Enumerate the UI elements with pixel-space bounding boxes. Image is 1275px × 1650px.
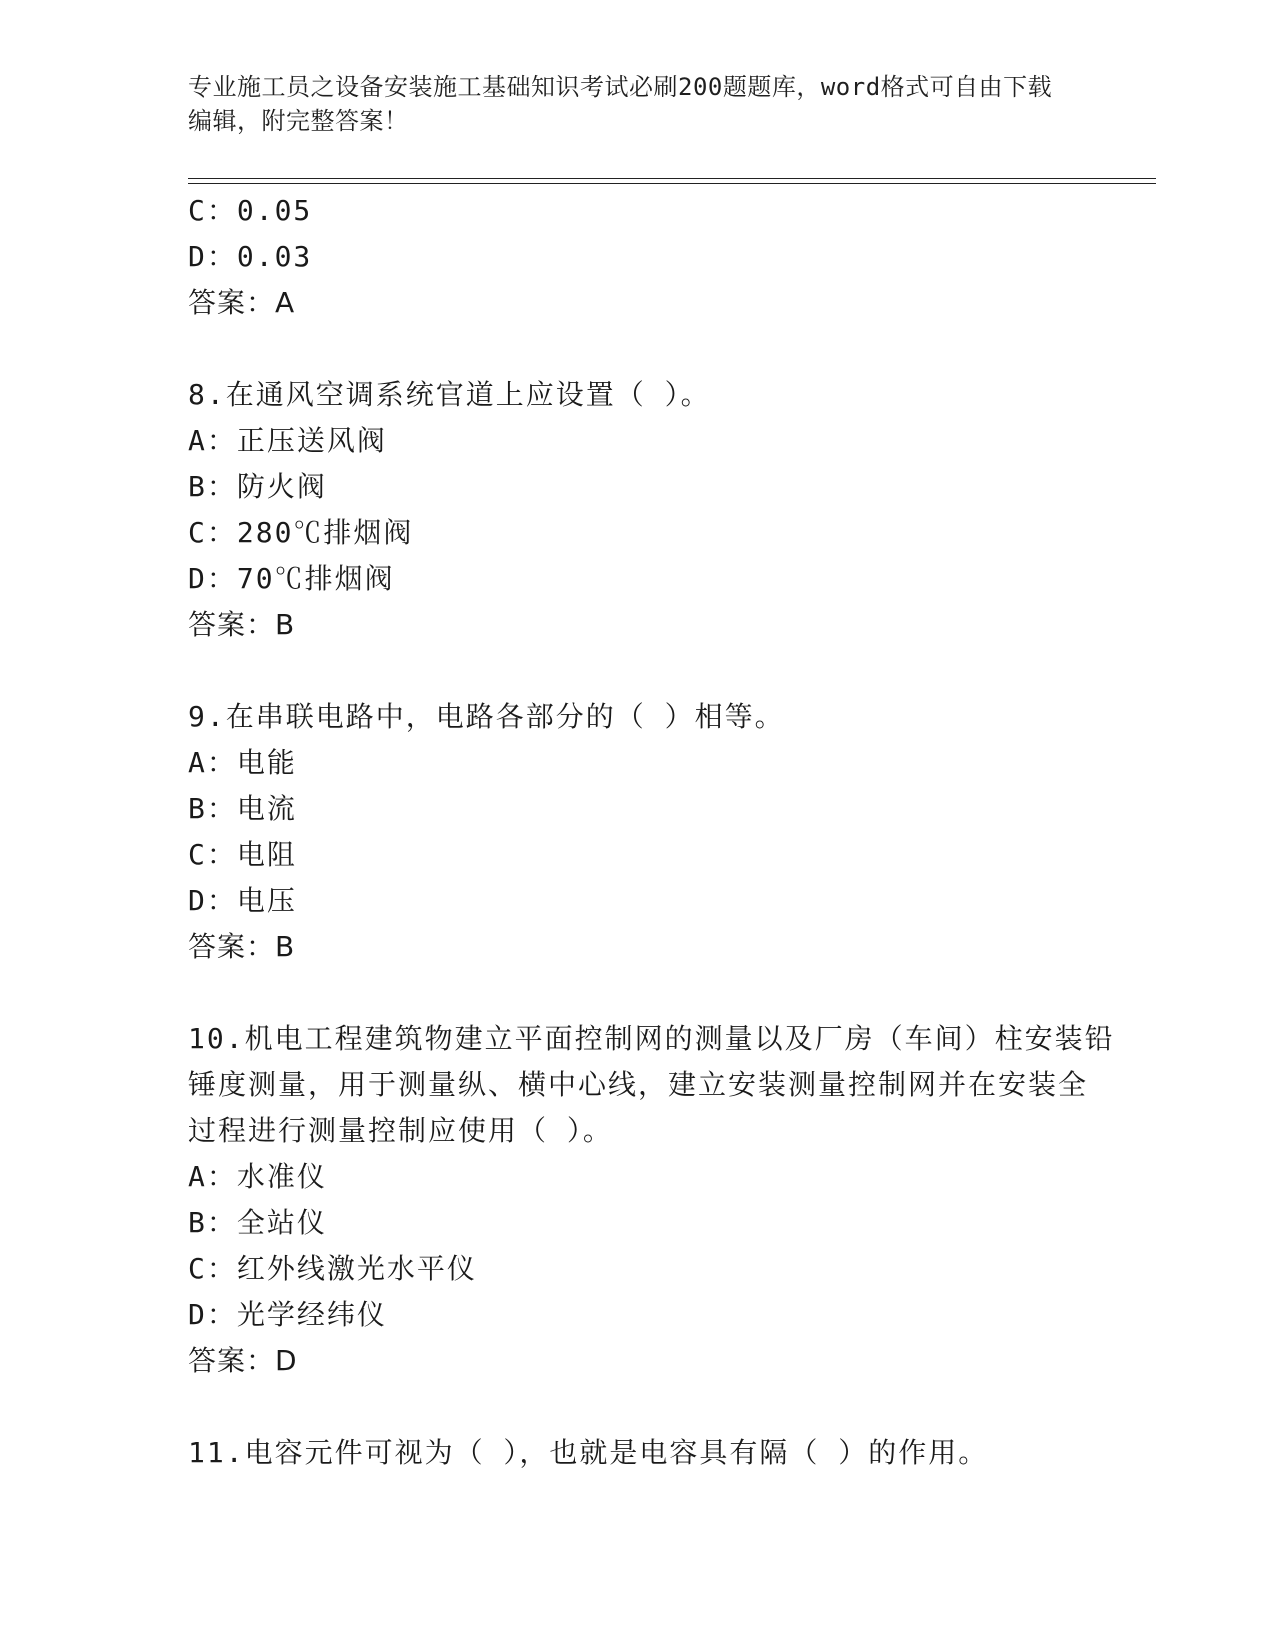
option-d: D：光学经纬仪 bbox=[188, 1298, 387, 1331]
question-10-text-line-1: 10.机电工程建筑物建立平面控制网的测量以及厂房（车间）柱安装铅 bbox=[188, 1022, 1115, 1055]
question-8-text: 8.在通风空调系统官道上应设置（ ）。 bbox=[188, 378, 711, 411]
question-11-block bbox=[188, 1430, 1088, 1476]
option-c: C：红外线激光水平仪 bbox=[188, 1252, 477, 1285]
option-b: B：全站仪 bbox=[188, 1206, 327, 1239]
option-b: B：电流 bbox=[188, 792, 297, 825]
spacer bbox=[188, 648, 1088, 694]
answer-line: 答案：A bbox=[188, 286, 296, 319]
question-9-text: 9.在串联电路中，电路各部分的（ ）相等。 bbox=[188, 700, 785, 733]
question-10-text-line-2: 锤度测量，用于测量纵、横中心线，建立安装测量控制网并在安装全 bbox=[188, 1068, 1089, 1101]
header-divider-top bbox=[188, 178, 1156, 179]
option-a: A：水准仪 bbox=[188, 1160, 327, 1193]
question-11-text: 11.电容元件可视为（ ），也就是电容具有隔（ ）的作用。 bbox=[188, 1436, 989, 1469]
header-title-line-1: 专业施工员之设备安装施工基础知识考试必刷200题题库，word格式可自由下载 bbox=[188, 73, 1053, 101]
question-list bbox=[188, 188, 1115, 1476]
option-c: C：280℃排烟阀 bbox=[188, 516, 414, 549]
answer-line: 答案：B bbox=[188, 930, 296, 963]
answer-line: 答案：B bbox=[188, 608, 296, 641]
question-10-text-line-3: 过程进行测量控制应使用（ ）。 bbox=[188, 1114, 613, 1147]
answer-line: 答案：D bbox=[188, 1344, 298, 1377]
option-c: C：电阻 bbox=[188, 838, 297, 871]
spacer bbox=[188, 1384, 1088, 1430]
option-d: D：电压 bbox=[188, 884, 297, 917]
spacer bbox=[188, 970, 1088, 1016]
question-9-block bbox=[188, 694, 1088, 970]
previous-question-block bbox=[188, 188, 1088, 326]
question-10-block bbox=[188, 1016, 1115, 1384]
question-8-block bbox=[188, 372, 1088, 648]
option-d: D：0.03 bbox=[188, 240, 313, 273]
document-header bbox=[188, 70, 1088, 138]
header-title-line-2: 编辑，附完整答案！ bbox=[188, 107, 409, 135]
option-d: D：70℃排烟阀 bbox=[188, 562, 395, 595]
option-a: A：电能 bbox=[188, 746, 297, 779]
header-divider-bottom bbox=[188, 183, 1156, 184]
spacer bbox=[188, 326, 1088, 372]
option-b: B：防火阀 bbox=[188, 470, 327, 503]
option-a: A：正压送风阀 bbox=[188, 424, 387, 457]
option-c: C：0.05 bbox=[188, 194, 313, 227]
